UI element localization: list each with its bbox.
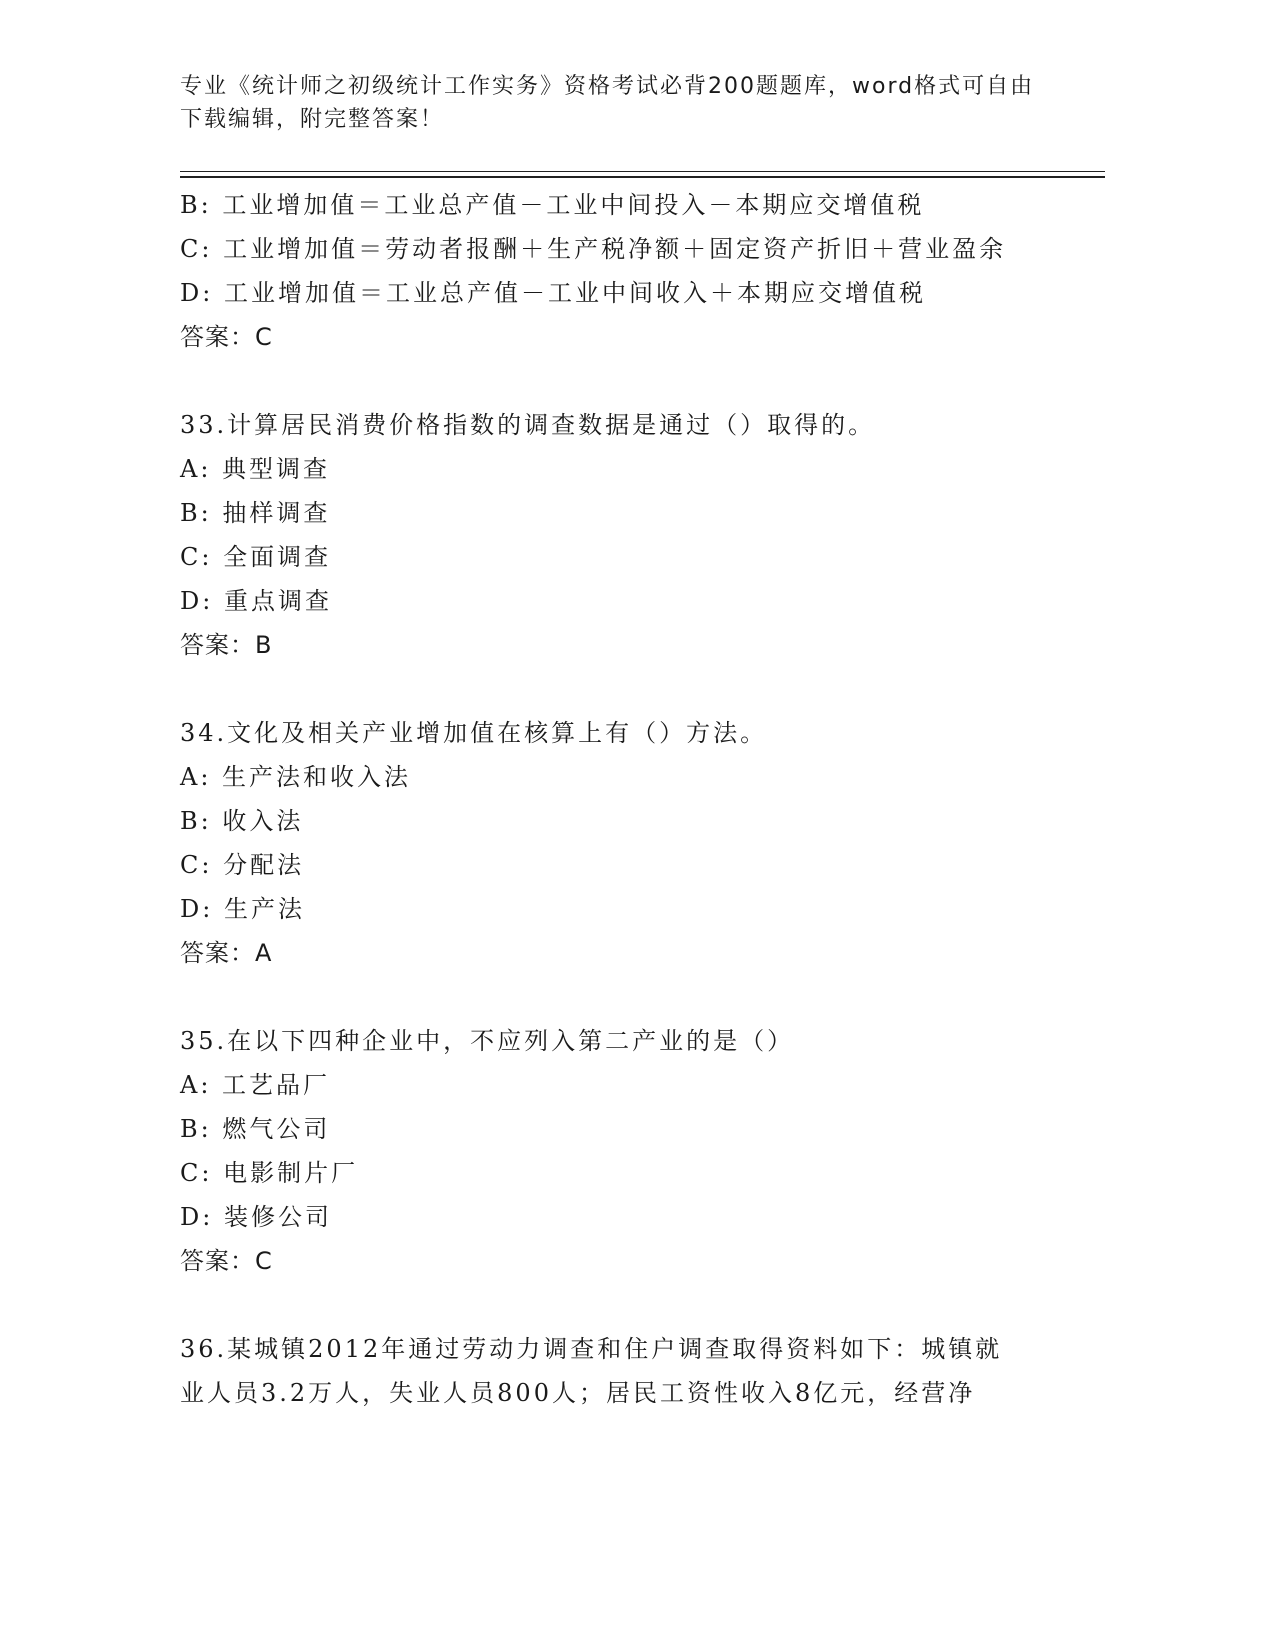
document-header: 专业《统计师之初级统计工作实务》资格考试必背200题题库，word格式可自由下载编辑，附完整答案！ <box>180 74 1035 132</box>
option-d: D: 装修公司 <box>180 1203 332 1231</box>
option-b: B: 收入法 <box>180 807 304 835</box>
header-divider-thin <box>180 171 1105 172</box>
option-b: B: 工业增加值＝工业总产值－工业中间投入－本期应交增值税 <box>180 191 925 219</box>
question-34-title: 34.文化及相关产业增加值在核算上有（）方法。 <box>180 719 768 747</box>
option-a: A: 生产法和收入法 <box>180 763 412 791</box>
option-c: C: 电影制片厂 <box>180 1159 359 1187</box>
option-b: B: 抽样调查 <box>180 499 331 527</box>
option-c: C: 工业增加值＝劳动者报酬＋生产税净额＋固定资产折旧＋营业盈余 <box>180 235 1007 263</box>
question-33-title: 33.计算居民消费价格指数的调查数据是通过（）取得的。 <box>180 411 876 439</box>
answer: 答案：C <box>180 323 273 351</box>
answer: 答案：C <box>180 1247 273 1275</box>
document-body <box>180 183 1080 1415</box>
option-d: D: 重点调查 <box>180 587 332 615</box>
option-d: D: 工业增加值＝工业总产值－工业中间收入＋本期应交增值税 <box>180 279 926 307</box>
option-a: A: 工艺品厂 <box>180 1071 331 1099</box>
header-divider-thick <box>180 176 1105 178</box>
option-c: C: 分配法 <box>180 851 305 879</box>
option-c: C: 全面调查 <box>180 543 332 571</box>
question-35-title: 35.在以下四种企业中，不应列入第二产业的是（） <box>180 1027 795 1055</box>
answer: 答案：B <box>180 631 273 659</box>
option-a: A: 典型调查 <box>180 455 331 483</box>
answer: 答案：A <box>180 939 273 967</box>
question-36-text: 36.某城镇2012年通过劳动力调查和住户调查取得资料如下：城镇就业人员3.2万人，失业人员800人；居民工资性收入8亿元，经营净 <box>180 1335 1003 1407</box>
option-b: B: 燃气公司 <box>180 1115 331 1143</box>
option-d: D: 生产法 <box>180 895 305 923</box>
